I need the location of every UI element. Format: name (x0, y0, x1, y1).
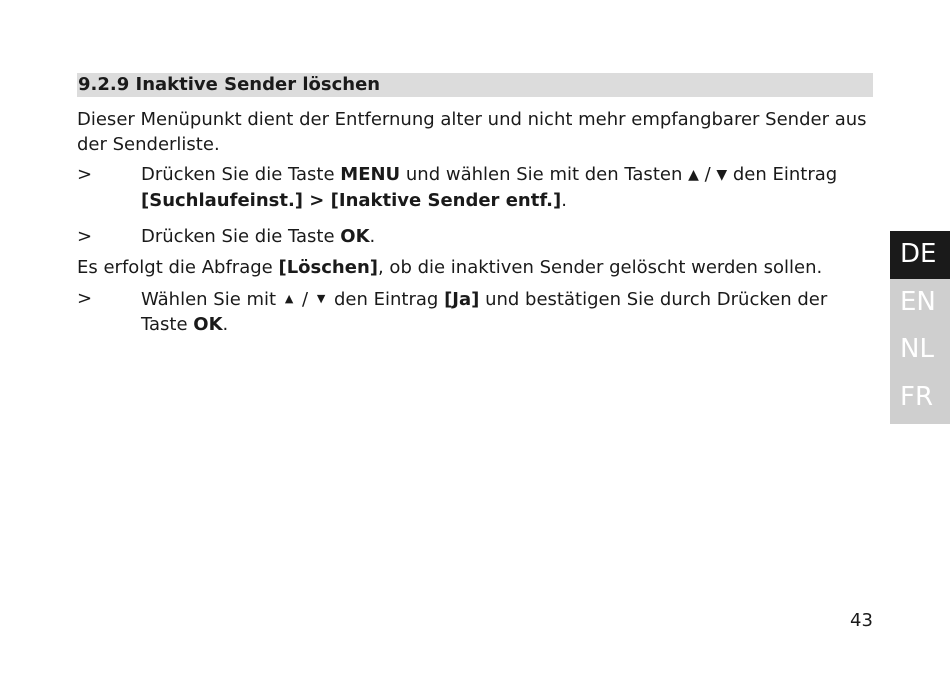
step-marker: > (77, 164, 93, 185)
step-marker: > (77, 288, 93, 309)
lang-tab-de[interactable]: DE (890, 231, 950, 279)
step-text: Drücken Sie die Taste OK. (141, 226, 376, 247)
menu-key-label: MENU (340, 164, 401, 185)
step-2 (77, 224, 873, 249)
arrow-down-icon: ▼ (716, 167, 728, 183)
section-heading: 9.2.9 Inaktive Sender löschen (77, 73, 873, 97)
menu-path: [Suchlaufeinst.] > [Inaktive Sender entf.] (141, 190, 562, 211)
step-marker: > (77, 226, 93, 247)
ok-key-label: OK (340, 226, 370, 247)
language-tabs (890, 231, 950, 424)
step-text: Wählen Sie mit ▲ / ▼ den Eintrag [Ja] und bestätigen Sie durch Drücken der Taste OK. (141, 286, 873, 337)
lang-tab-en[interactable]: EN (900, 286, 936, 317)
arrow-up-icon: ▲ (284, 292, 294, 305)
step-text: Drücken Sie die Taste MENU und wählen Sie mit den Tasten ▲ / ▼ den Eintrag [Suchlaufeinst.] > [Inaktive Sender entf.]. (141, 164, 838, 211)
ja-entry: [Ja] (444, 289, 480, 310)
lang-tab-nl[interactable]: NL (900, 334, 934, 364)
page-number: 43 (850, 610, 873, 631)
step-3 (77, 286, 873, 337)
query-paragraph: Es erfolgt die Abfrage [Löschen], ob die inaktiven Sender gelöscht werden sollen. (77, 257, 823, 278)
ok-key-label: OK (193, 314, 223, 335)
step-1 (77, 162, 873, 213)
arrow-down-icon: ▼ (316, 292, 326, 305)
arrow-up-icon: ▲ (688, 167, 699, 183)
query-entry: [Löschen] (278, 257, 378, 278)
lang-tab-fr[interactable]: FR (900, 381, 934, 412)
intro-paragraph: Dieser Menüpunkt dient der Entfernung alter und nicht mehr empfangbarer Sender aus der Senderliste. (77, 109, 867, 155)
